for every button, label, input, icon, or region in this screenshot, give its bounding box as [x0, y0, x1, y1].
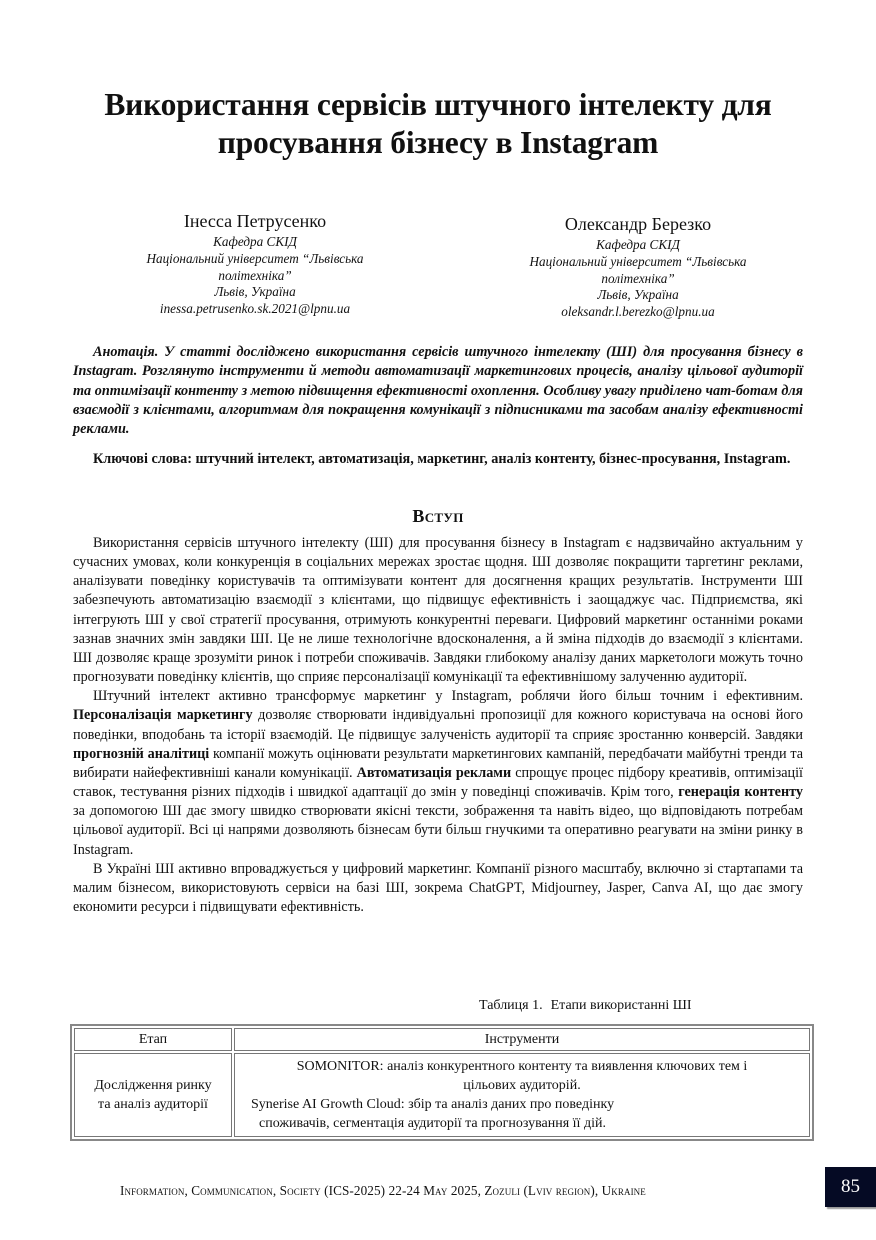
- author-name: Олександр Березко: [564, 214, 712, 234]
- author-department: Кафедра СКІД: [213, 234, 297, 249]
- text-run: компанії можуть оцінювати результати маркетингових кампаній, передбачати майбутні тренди та вибирати найефективніші канали комунікації.: [73, 745, 804, 781]
- bold-term: Автоматизація реклами: [356, 764, 512, 781]
- page-number: 85: [825, 1167, 876, 1207]
- title-line-2: просування бізнесу в Instagram: [217, 125, 659, 160]
- stages-table: [70, 1024, 814, 1141]
- abstract: Анотація. У статті досліджено використання сервісів штучного інтелекту (ШІ) для просування бізнесу в Instagram. Розглянуто інструменти й методи автоматизації маркетингових процесів, аналізу цільової аудиторії та оптимізації контенту з метою підвищення ефективності охоплення. Особливу увагу приділено чат-ботам для взаємодії з клієнтами, алгоритмам для покращення комунікації з підписниками та засобам аналізу ефективності реклами.: [73, 344, 803, 438]
- author-university-cont: політехніка”: [601, 270, 675, 286]
- conference-footer: Information, Communication, Society (ICS-2025) 22-24 May 2025, Zozuli (Lviv region), Ukraine: [120, 1183, 646, 1198]
- author-name: Інесса Петрусенко: [183, 211, 327, 231]
- author-block-2: [488, 212, 788, 321]
- author-city: Львів, Україна: [597, 287, 679, 303]
- bold-term: прогнозній аналітиці: [73, 745, 210, 762]
- stage-line: та аналіз аудиторії: [98, 1097, 208, 1112]
- stage-line: Дослідження ринку: [94, 1078, 212, 1093]
- author-email: oleksandr.l.berezko@lpnu.ua: [561, 304, 715, 320]
- paragraph-3: В Україні ШІ активно впроваджується у цифровий маркетинг. Компанії різного масштабу, включно зі стартапами та малим бізнесом, використовують сервіси на базі ШІ, зокрема ChatGPT, Midjourney, Jasper, Canva AI, що дає змогу економити ресурси і підвищувати ефективність.: [73, 860, 803, 915]
- keywords: Ключові слова: штучний інтелект, автоматизація, маркетинг, аналіз контенту, бізнес-просування, Instagram.: [93, 451, 791, 467]
- author-university-cont: політехніка”: [218, 267, 292, 283]
- text-run: спрощує процес підбору креативів, оптимізації ставок, тестування різних підходів і швидкої адаптації до змін у поведінці споживачів. Крім того,: [73, 764, 803, 801]
- table-row: [74, 1053, 810, 1137]
- tools-cell: [234, 1053, 810, 1137]
- header-stage: Етап: [74, 1028, 232, 1051]
- author-university: Національний університет “Львівська: [529, 253, 747, 269]
- tool-line: споживачів, сегментація аудиторії та прогнозування її дій.: [259, 1116, 606, 1131]
- text-run: дозволяє створювати індивідуальні пропозиції для кожного користувача на основі його поведінки, вподобань та історії взаємодій. Це підвищує залученість аудиторії та сприяє зростанню конверсій. Завдяки: [73, 707, 803, 743]
- table-title: Етапи використанні ШІ: [550, 998, 692, 1013]
- section-heading: Вступ: [412, 506, 464, 526]
- author-block-1: [105, 209, 405, 318]
- body-text: [73, 534, 803, 917]
- bold-term: Персоналізація маркетингу: [73, 707, 253, 724]
- tool-line: цільових аудиторій.: [463, 1078, 581, 1093]
- author-email: inessa.petrusenko.sk.2021@lpnu.ua: [159, 301, 351, 317]
- table-caption: [479, 998, 692, 1014]
- title-line-1: Використання сервісів штучного інтелекту для: [104, 87, 772, 122]
- text-run: за допомогою ШІ дає змогу швидко створювати якісні тексти, зображення та навіть відео, що відповідають потребам цільової аудиторії. Всі ці напрями дозволяють бізнесам бути більш гнучкими та оперативно реагувати на зміни ринку в Instagram.: [73, 803, 803, 858]
- stage-cell: [74, 1053, 232, 1137]
- text-run: Штучний інтелект активно трансформує маркетинг у Instagram, роблячи його більш точним і ефективним.: [93, 688, 803, 705]
- header-tools: Інструменти: [234, 1028, 810, 1051]
- bold-term: генерація контенту: [678, 784, 804, 801]
- author-department: Кафедра СКІД: [596, 237, 680, 252]
- paragraph-2: [73, 687, 803, 859]
- table-header-row: [74, 1028, 810, 1051]
- tool-line: Synerise AI Growth Cloud: збір та аналіз даних про поведінку: [251, 1097, 615, 1112]
- author-university: Національний університет “Львівська: [146, 250, 364, 266]
- tool-line: SOMONITOR: аналіз конкурентного контенту та виявлення ключових тем і: [296, 1059, 748, 1074]
- paper-title: [40, 86, 836, 162]
- author-city: Львів, Україна: [214, 284, 296, 300]
- paragraph-1: Використання сервісів штучного інтелекту (ШІ) для просування бізнесу в Instagram є надзвичайно актуальним у сучасних умовах, коли конкуренція в соціальних мережах зростає щодня. ШІ дозволяє покращити таргетинг реклами, аналізувати поведінку користувачів та оптимізувати контент для досягнення кращих результатів. Інструменти ШІ забезпечують автоматизацію взаємодії з клієнтами, що підвищує ефективність і заощаджує час. Підприємства, які інтегрують ШІ у свої стратегії просування, отримують конкурентні переваги. Цифровий маркетинг останніми роками зазнав значних змін завдяки ШІ. Це не лише технологічне вдосконалення, а й зміна підходів до взаємодії з клієнтами. ШІ дозволяє краще зрозуміти ринок і потреби споживачів. Завдяки глибокому аналізу даних маркетологи можуть точно прогнозувати поведінку клієнтів, що сприяє персоналізації комунікації та ефективнішому залученню аудиторії.: [73, 535, 803, 686]
- table-number: Таблиця 1.: [479, 998, 543, 1013]
